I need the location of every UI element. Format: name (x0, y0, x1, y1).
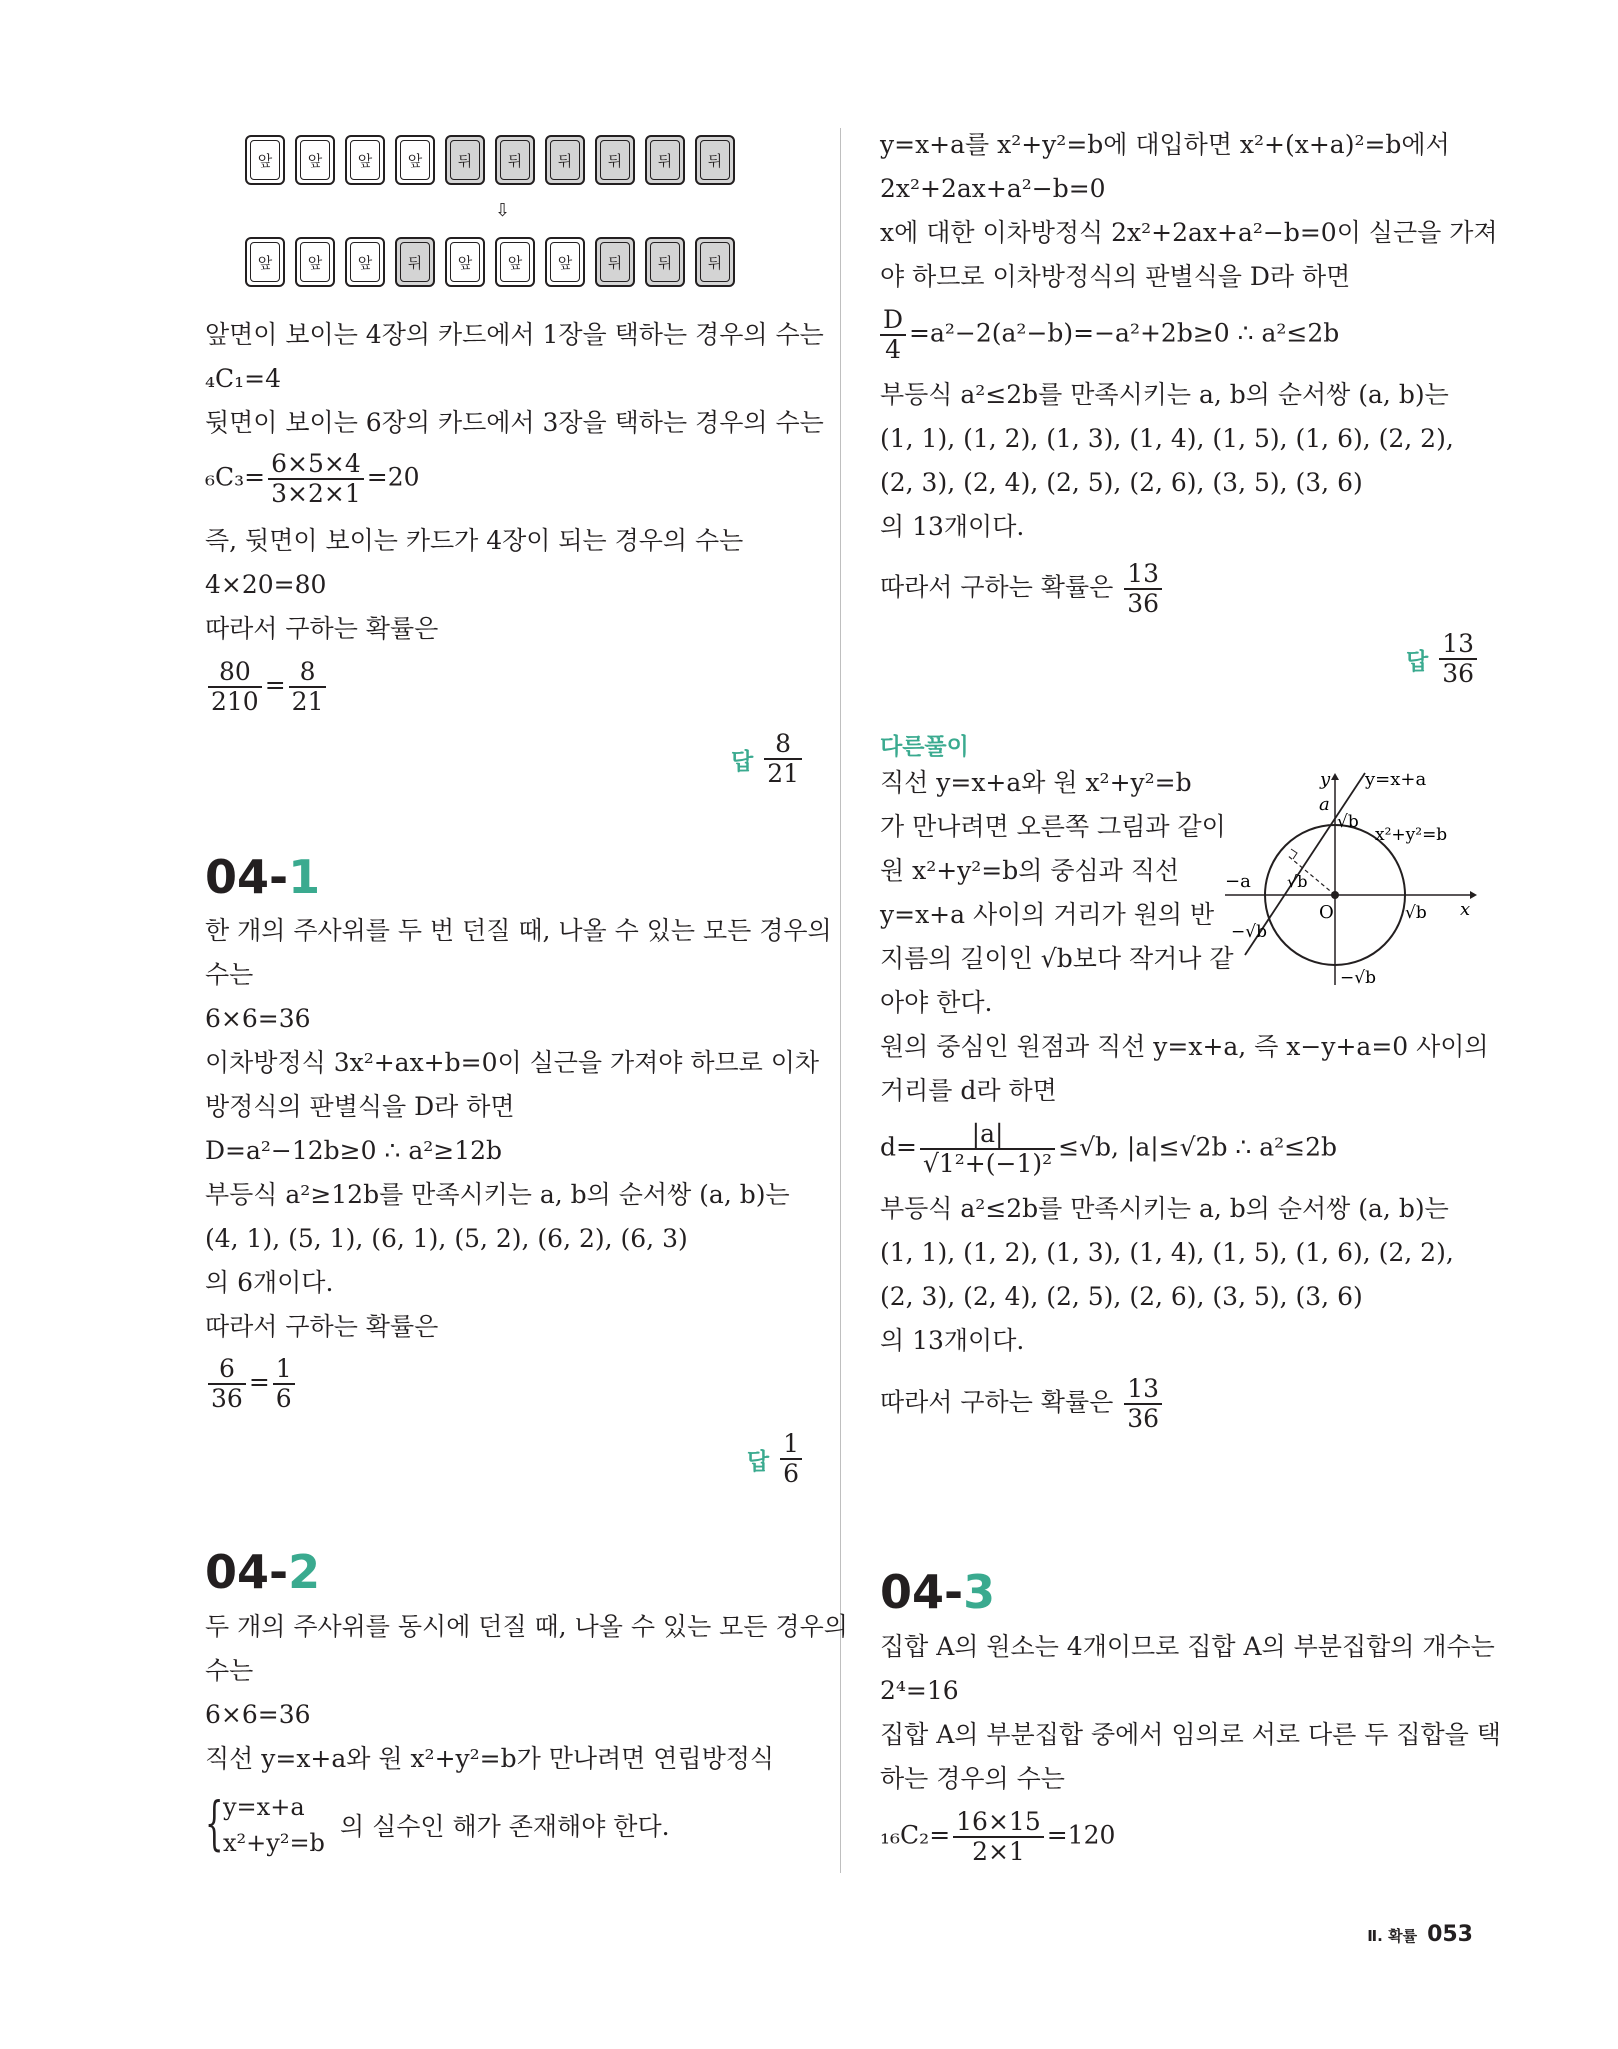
numerator: 13 (1124, 560, 1162, 590)
formula-part: ₆C₃= (205, 462, 266, 492)
fraction (1124, 1375, 1162, 1433)
text-line (880, 560, 1165, 618)
text-line: (2, 3), (2, 4), (2, 5), (2, 6), (3, 5), (3, 6) (880, 1282, 1363, 1311)
a-label: a (1319, 794, 1330, 815)
probability-formula (205, 1355, 298, 1413)
numerator: 6 (208, 1355, 246, 1385)
denominator: 36 (1127, 589, 1160, 618)
text-line: 의 실수인 해가 존재해야 한다. (340, 1812, 670, 1841)
fraction (268, 450, 364, 508)
numerator: |a| (920, 1120, 1055, 1150)
text-line: 따라서 구하는 확률은 (205, 1312, 439, 1341)
text-line: 한 개의 주사위를 두 번 던질 때, 나올 수 있는 모든 경우의 (205, 916, 832, 945)
text-line: 부등식 a²≥12b를 만족시키는 a, b의 순서쌍 (a, b)는 (205, 1180, 790, 1209)
text-line: D=a²−12b≥0 ∴ a²≥12b (205, 1136, 503, 1165)
circle-line-figure (1225, 765, 1485, 990)
text-line: 방정식의 판별식을 D라 하면 (205, 1092, 515, 1121)
fraction (880, 306, 906, 364)
card: 앞 (495, 237, 535, 287)
text-line: (1, 1), (1, 2), (1, 3), (1, 4), (1, 5), (1, 6), (2, 2), (880, 1238, 1454, 1267)
text-line: 2⁴=16 (880, 1676, 959, 1705)
numerator: 13 (1439, 630, 1477, 660)
combination-formula (205, 450, 420, 508)
numerator: 16×15 (953, 1808, 1044, 1838)
numerator: 8 (289, 658, 327, 688)
text-line: 거리를 d라 하면 (880, 1076, 1057, 1105)
text-line: 집합 A의 부분집합 중에서 임의로 서로 다른 두 집합을 택 (880, 1720, 1501, 1749)
formula-part: ≤√b, |a|≤√2b ∴ a²≤2b (1058, 1132, 1338, 1162)
card: 뒤 (495, 135, 535, 185)
equals: = (248, 1367, 270, 1397)
origin-label: O (1319, 902, 1334, 923)
text-part: 따라서 구하는 확률은 (880, 1387, 1114, 1417)
formula-part: =20 (366, 462, 420, 492)
card: 뒤 (695, 135, 735, 185)
fraction (1124, 560, 1162, 618)
text-line: 의 13개이다. (880, 512, 1025, 541)
text-line: 수는 (205, 960, 254, 989)
card: 앞 (345, 135, 385, 185)
text-line: 앞면이 보이는 4장의 카드에서 1장을 택하는 경우의 수는 (205, 320, 824, 349)
sqrt-b-distance-label: √b (1287, 872, 1308, 891)
right-angle-mark (1291, 849, 1297, 859)
text-line: 부등식 a²≤2b를 만족시키는 a, b의 순서쌍 (a, b)는 (880, 1194, 1449, 1223)
heading-prefix: 04- (205, 850, 289, 904)
denominator: 36 (1127, 1404, 1160, 1433)
sqrt-b-top-label: √b (1337, 812, 1359, 832)
answer-tag: 답 (746, 1448, 770, 1475)
sqrt-b-right-label: √b (1405, 903, 1427, 923)
center-point (1331, 891, 1339, 899)
fraction (289, 658, 327, 716)
heading-prefix: 04- (205, 1545, 289, 1599)
y-axis-arrow-icon (1331, 773, 1339, 780)
fraction (764, 730, 802, 788)
card: 뒤 (595, 237, 635, 287)
answer-tag: 답 (730, 748, 754, 775)
text-line: 6×6=36 (205, 1700, 311, 1729)
text-line: 지름의 길이인 √b보다 작거나 같 (880, 944, 1234, 973)
card: 앞 (445, 237, 485, 287)
card: 앞 (545, 237, 585, 287)
answer (731, 730, 805, 788)
distance-formula (880, 1120, 1337, 1178)
denominator: 3×2×1 (271, 479, 361, 508)
x-axis-arrow-icon (1470, 891, 1477, 899)
text-line: 6×6=36 (205, 1004, 311, 1033)
line-label: y=x+a (1365, 769, 1427, 790)
text-line: (2, 3), (2, 4), (2, 5), (2, 6), (3, 5), (3, 6) (880, 468, 1363, 497)
text-line: 야 하므로 이차방정식의 판별식을 D라 하면 (880, 262, 1351, 291)
down-arrow-icon: ⇩ (495, 200, 511, 221)
numerator: 8 (764, 730, 802, 760)
circle-label: x²+y²=b (1375, 825, 1448, 845)
problem-heading (205, 850, 320, 904)
answer-tag: 답 (1405, 648, 1429, 675)
text-line: 아야 한다. (880, 988, 993, 1017)
denominator: 21 (767, 759, 799, 788)
text-line: 원의 중심인 원점과 직선 y=x+a, 즉 x−y+a=0 사이의 (880, 1032, 1489, 1061)
text-line: 두 개의 주사위를 동시에 던질 때, 나올 수 있는 모든 경우의 (205, 1612, 848, 1641)
numerator: 1 (780, 1430, 802, 1460)
text-line: (1, 1), (1, 2), (1, 3), (1, 4), (1, 5), (1, 6), (2, 2), (880, 424, 1454, 453)
denominator: 36 (1442, 659, 1474, 688)
text-line: 가 만나려면 오른쪽 그림과 같이 (880, 812, 1226, 841)
card: 앞 (295, 237, 335, 287)
numerator: 1 (273, 1355, 295, 1385)
text-line: 하는 경우의 수는 (880, 1764, 1065, 1793)
card: 앞 (295, 135, 335, 185)
denominator: 6 (275, 1384, 292, 1413)
card: 뒤 (545, 135, 585, 185)
numerator: 13 (1124, 1375, 1162, 1405)
heading-number: 2 (288, 1545, 321, 1599)
neg-sqrt-b-left-label: −√b (1231, 922, 1267, 942)
fraction (953, 1808, 1044, 1866)
denominator: 21 (291, 687, 324, 716)
alt-solution-title: 다른풀이 (880, 734, 969, 760)
card: 앞 (345, 237, 385, 287)
denominator: 2×1 (972, 1837, 1025, 1866)
text-line: x에 대한 이차방정식 2x²+2ax+a²−b=0이 실근을 가져 (880, 218, 1498, 247)
text-line: 수는 (205, 1656, 254, 1685)
heading-number: 3 (963, 1565, 996, 1619)
page-footer (1367, 1922, 1473, 1947)
fraction (1439, 630, 1477, 688)
card: 뒤 (645, 237, 685, 287)
numerator: 6×5×4 (268, 450, 364, 480)
brace: { (205, 1789, 224, 1857)
text-line: 즉, 뒷면이 보이는 카드가 4장이 되는 경우의 수는 (205, 526, 744, 555)
neg-a-label: −a (1225, 871, 1251, 892)
text-line (880, 1375, 1165, 1433)
system-eq-1: y=x+a (223, 1793, 305, 1821)
card-row-before (245, 135, 735, 185)
probability-formula (205, 658, 329, 716)
page-number: 053 (1427, 1922, 1473, 1947)
card: 앞 (245, 237, 285, 287)
combination-formula (880, 1808, 1115, 1866)
text-line: 부등식 a²≤2b를 만족시키는 a, b의 순서쌍 (a, b)는 (880, 380, 1449, 409)
numerator: 80 (208, 658, 262, 688)
problem-heading (205, 1545, 320, 1599)
formula-part: =a²−2(a²−b)=−a²+2b≥0 ∴ a²≤2b (909, 318, 1340, 348)
text-line: (4, 1), (5, 1), (6, 1), (5, 2), (6, 2), (6, 3) (205, 1224, 688, 1253)
text-line: 2x²+2ax+a²−b=0 (880, 174, 1106, 203)
fraction (780, 1430, 802, 1488)
system-eq-2: x²+y²=b (223, 1829, 325, 1857)
text-line: 직선 y=x+a와 원 x²+y²=b가 만나려면 연립방정식 (205, 1744, 775, 1773)
denominator: 4 (885, 335, 901, 364)
formula-part: =120 (1046, 1820, 1116, 1850)
discriminant-formula (880, 306, 1339, 364)
text-line: y=x+a를 x²+y²=b에 대입하면 x²+(x+a)²=b에서 (880, 130, 1450, 159)
denominator: √1²+(−1)² (922, 1149, 1053, 1178)
formula-part: ₁₆C₂= (880, 1820, 951, 1850)
text-line: 원 x²+y²=b의 중심과 직선 (880, 856, 1180, 885)
text-line: 의 6개이다. (205, 1268, 334, 1297)
fraction (273, 1355, 295, 1413)
card: 뒤 (395, 237, 435, 287)
card: 뒤 (595, 135, 635, 185)
answer (1406, 630, 1480, 688)
heading-prefix: 04- (880, 1565, 964, 1619)
card: 앞 (245, 135, 285, 185)
fraction (920, 1120, 1055, 1178)
card: 앞 (395, 135, 435, 185)
section-label: Ⅱ. 확률 (1367, 1927, 1418, 1945)
text-line: 의 13개이다. (880, 1326, 1025, 1355)
y-label: y (1320, 769, 1331, 790)
denominator: 36 (211, 1384, 243, 1413)
answer (747, 1430, 805, 1488)
text-line: 4×20=80 (205, 570, 327, 599)
problem-heading (880, 1565, 995, 1619)
text-line: 이차방정식 3x²+ax+b=0이 실근을 가져야 하므로 이차 (205, 1048, 820, 1077)
denominator: 6 (783, 1459, 799, 1488)
text-line: 집합 A의 원소는 4개이므로 집합 A의 부분집합의 개수는 (880, 1632, 1495, 1661)
formula-part: d= (880, 1132, 917, 1162)
text-line: 직선 y=x+a와 원 x²+y²=b (880, 768, 1192, 797)
text-line: y=x+a 사이의 거리가 원의 반 (880, 900, 1215, 929)
card: 뒤 (445, 135, 485, 185)
text-line: ₄C₁=4 (205, 364, 282, 393)
fraction (208, 658, 262, 716)
x-label: x (1460, 899, 1471, 920)
card: 뒤 (645, 135, 685, 185)
neg-sqrt-b-bottom-label: −√b (1340, 968, 1376, 988)
numerator: D (880, 306, 906, 336)
equals: = (264, 670, 286, 700)
fraction (208, 1355, 246, 1413)
text-line: 따라서 구하는 확률은 (205, 614, 439, 643)
card-row-after (245, 237, 735, 287)
denominator: 210 (211, 687, 259, 716)
card: 뒤 (695, 237, 735, 287)
heading-number: 1 (288, 850, 321, 904)
text-part: 따라서 구하는 확률은 (880, 572, 1114, 602)
text-line: 뒷면이 보이는 6장의 카드에서 3장을 택하는 경우의 수는 (205, 408, 824, 437)
